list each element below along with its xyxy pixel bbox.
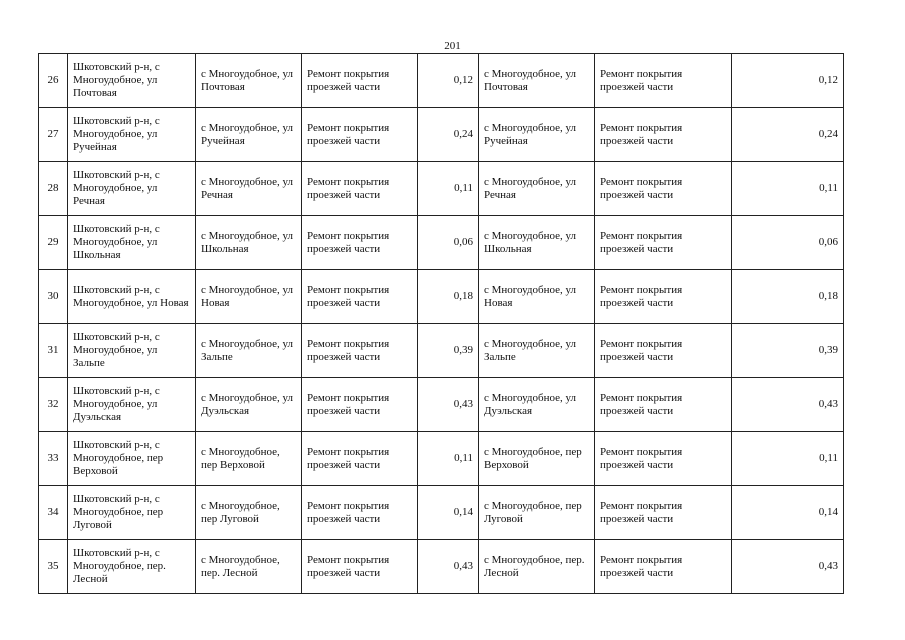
work-type-cell-2: Ремонт покрытия проезжей части bbox=[595, 432, 732, 486]
address-cell-2: с Многоудобное, ул Зальпе bbox=[479, 324, 595, 378]
location-cell: Шкотовский р-н, с Многоудобное, ул Почтовая bbox=[68, 54, 196, 108]
length-cell-2: 0,12 bbox=[732, 54, 844, 108]
work-type-cell: Ремонт покрытия проезжей части bbox=[302, 486, 418, 540]
location-cell: Шкотовский р-н, с Многоудобное, пер. Лесной bbox=[68, 540, 196, 594]
address-cell: с Многоудобное, пер Верховой bbox=[196, 432, 302, 486]
table-row bbox=[39, 162, 844, 216]
location-cell: Шкотовский р-н, с Многоудобное, ул Речная bbox=[68, 162, 196, 216]
row-number-cell: 27 bbox=[39, 108, 68, 162]
location-cell: Шкотовский р-н, с Многоудобное, ул Ручейная bbox=[68, 108, 196, 162]
table-row bbox=[39, 378, 844, 432]
row-number-cell: 33 bbox=[39, 432, 68, 486]
address-cell: с Многоудобное, ул Речная bbox=[196, 162, 302, 216]
work-type-cell: Ремонт покрытия проезжей части bbox=[302, 108, 418, 162]
address-cell: с Многоудобное, ул Ручейная bbox=[196, 108, 302, 162]
work-type-cell-2: Ремонт покрытия проезжей части bbox=[595, 540, 732, 594]
address-cell-2: с Многоудобное, ул Ручейная bbox=[479, 108, 595, 162]
location-cell: Шкотовский р-н, с Многоудобное, пер Верховой bbox=[68, 432, 196, 486]
length-cell-2: 0,14 bbox=[732, 486, 844, 540]
work-type-cell: Ремонт покрытия проезжей части bbox=[302, 432, 418, 486]
table-row bbox=[39, 324, 844, 378]
work-type-cell: Ремонт покрытия проезжей части bbox=[302, 270, 418, 324]
table-row bbox=[39, 432, 844, 486]
row-number-cell: 34 bbox=[39, 486, 68, 540]
table-row bbox=[39, 270, 844, 324]
length-cell: 0,12 bbox=[418, 54, 479, 108]
row-number-cell: 29 bbox=[39, 216, 68, 270]
table-row bbox=[39, 108, 844, 162]
address-cell: с Многоудобное, пер Луговой bbox=[196, 486, 302, 540]
address-cell: с Многоудобное, ул Зальпе bbox=[196, 324, 302, 378]
work-type-cell-2: Ремонт покрытия проезжей части bbox=[595, 324, 732, 378]
table-body bbox=[39, 54, 844, 594]
length-cell: 0,39 bbox=[418, 324, 479, 378]
work-type-cell: Ремонт покрытия проезжей части bbox=[302, 216, 418, 270]
road-repair-table bbox=[38, 53, 844, 594]
address-cell: с Многоудобное, ул Новая bbox=[196, 270, 302, 324]
length-cell-2: 0,39 bbox=[732, 324, 844, 378]
address-cell-2: с Многоудобное, ул Почтовая bbox=[479, 54, 595, 108]
work-type-cell-2: Ремонт покрытия проезжей части bbox=[595, 162, 732, 216]
table-row bbox=[39, 54, 844, 108]
address-cell-2: с Многоудобное, ул Школьная bbox=[479, 216, 595, 270]
location-cell: Шкотовский р-н, с Многоудобное, ул Школьная bbox=[68, 216, 196, 270]
address-cell-2: с Многоудобное, ул Дуэльская bbox=[479, 378, 595, 432]
length-cell: 0,18 bbox=[418, 270, 479, 324]
work-type-cell-2: Ремонт покрытия проезжей части bbox=[595, 54, 732, 108]
work-type-cell: Ремонт покрытия проезжей части bbox=[302, 162, 418, 216]
table-row bbox=[39, 216, 844, 270]
length-cell-2: 0,43 bbox=[732, 540, 844, 594]
work-type-cell: Ремонт покрытия проезжей части bbox=[302, 540, 418, 594]
address-cell-2: с Многоудобное, пер. Лесной bbox=[479, 540, 595, 594]
work-type-cell-2: Ремонт покрытия проезжей части bbox=[595, 108, 732, 162]
row-number-cell: 28 bbox=[39, 162, 68, 216]
work-type-cell-2: Ремонт покрытия проезжей части bbox=[595, 378, 732, 432]
row-number-cell: 30 bbox=[39, 270, 68, 324]
work-type-cell-2: Ремонт покрытия проезжей части bbox=[595, 216, 732, 270]
row-number-cell: 31 bbox=[39, 324, 68, 378]
length-cell-2: 0,43 bbox=[732, 378, 844, 432]
location-cell: Шкотовский р-н, с Многоудобное, ул Новая bbox=[68, 270, 196, 324]
length-cell-2: 0,11 bbox=[732, 162, 844, 216]
location-cell: Шкотовский р-н, с Многоудобное, пер Луговой bbox=[68, 486, 196, 540]
address-cell: с Многоудобное, ул Почтовая bbox=[196, 54, 302, 108]
length-cell: 0,24 bbox=[418, 108, 479, 162]
address-cell-2: с Многоудобное, ул Новая bbox=[479, 270, 595, 324]
length-cell-2: 0,11 bbox=[732, 432, 844, 486]
length-cell: 0,11 bbox=[418, 432, 479, 486]
location-cell: Шкотовский р-н, с Многоудобное, ул Дуэльская bbox=[68, 378, 196, 432]
work-type-cell-2: Ремонт покрытия проезжей части bbox=[595, 486, 732, 540]
table-row bbox=[39, 486, 844, 540]
row-number-cell: 32 bbox=[39, 378, 68, 432]
length-cell: 0,43 bbox=[418, 378, 479, 432]
length-cell-2: 0,24 bbox=[732, 108, 844, 162]
location-cell: Шкотовский р-н, с Многоудобное, ул Зальпе bbox=[68, 324, 196, 378]
page-number: 201 bbox=[444, 40, 461, 52]
address-cell-2: с Многоудобное, ул Речная bbox=[479, 162, 595, 216]
work-type-cell: Ремонт покрытия проезжей части bbox=[302, 324, 418, 378]
address-cell: с Многоудобное, пер. Лесной bbox=[196, 540, 302, 594]
work-type-cell: Ремонт покрытия проезжей части bbox=[302, 54, 418, 108]
length-cell-2: 0,06 bbox=[732, 216, 844, 270]
row-number-cell: 26 bbox=[39, 54, 68, 108]
length-cell: 0,14 bbox=[418, 486, 479, 540]
length-cell: 0,06 bbox=[418, 216, 479, 270]
length-cell: 0,11 bbox=[418, 162, 479, 216]
work-type-cell-2: Ремонт покрытия проезжей части bbox=[595, 270, 732, 324]
address-cell: с Многоудобное, ул Дуэльская bbox=[196, 378, 302, 432]
address-cell-2: с Многоудобное, пер Луговой bbox=[479, 486, 595, 540]
length-cell-2: 0,18 bbox=[732, 270, 844, 324]
work-type-cell: Ремонт покрытия проезжей части bbox=[302, 378, 418, 432]
table-row bbox=[39, 540, 844, 594]
address-cell-2: с Многоудобное, пер Верховой bbox=[479, 432, 595, 486]
address-cell: с Многоудобное, ул Школьная bbox=[196, 216, 302, 270]
length-cell: 0,43 bbox=[418, 540, 479, 594]
row-number-cell: 35 bbox=[39, 540, 68, 594]
